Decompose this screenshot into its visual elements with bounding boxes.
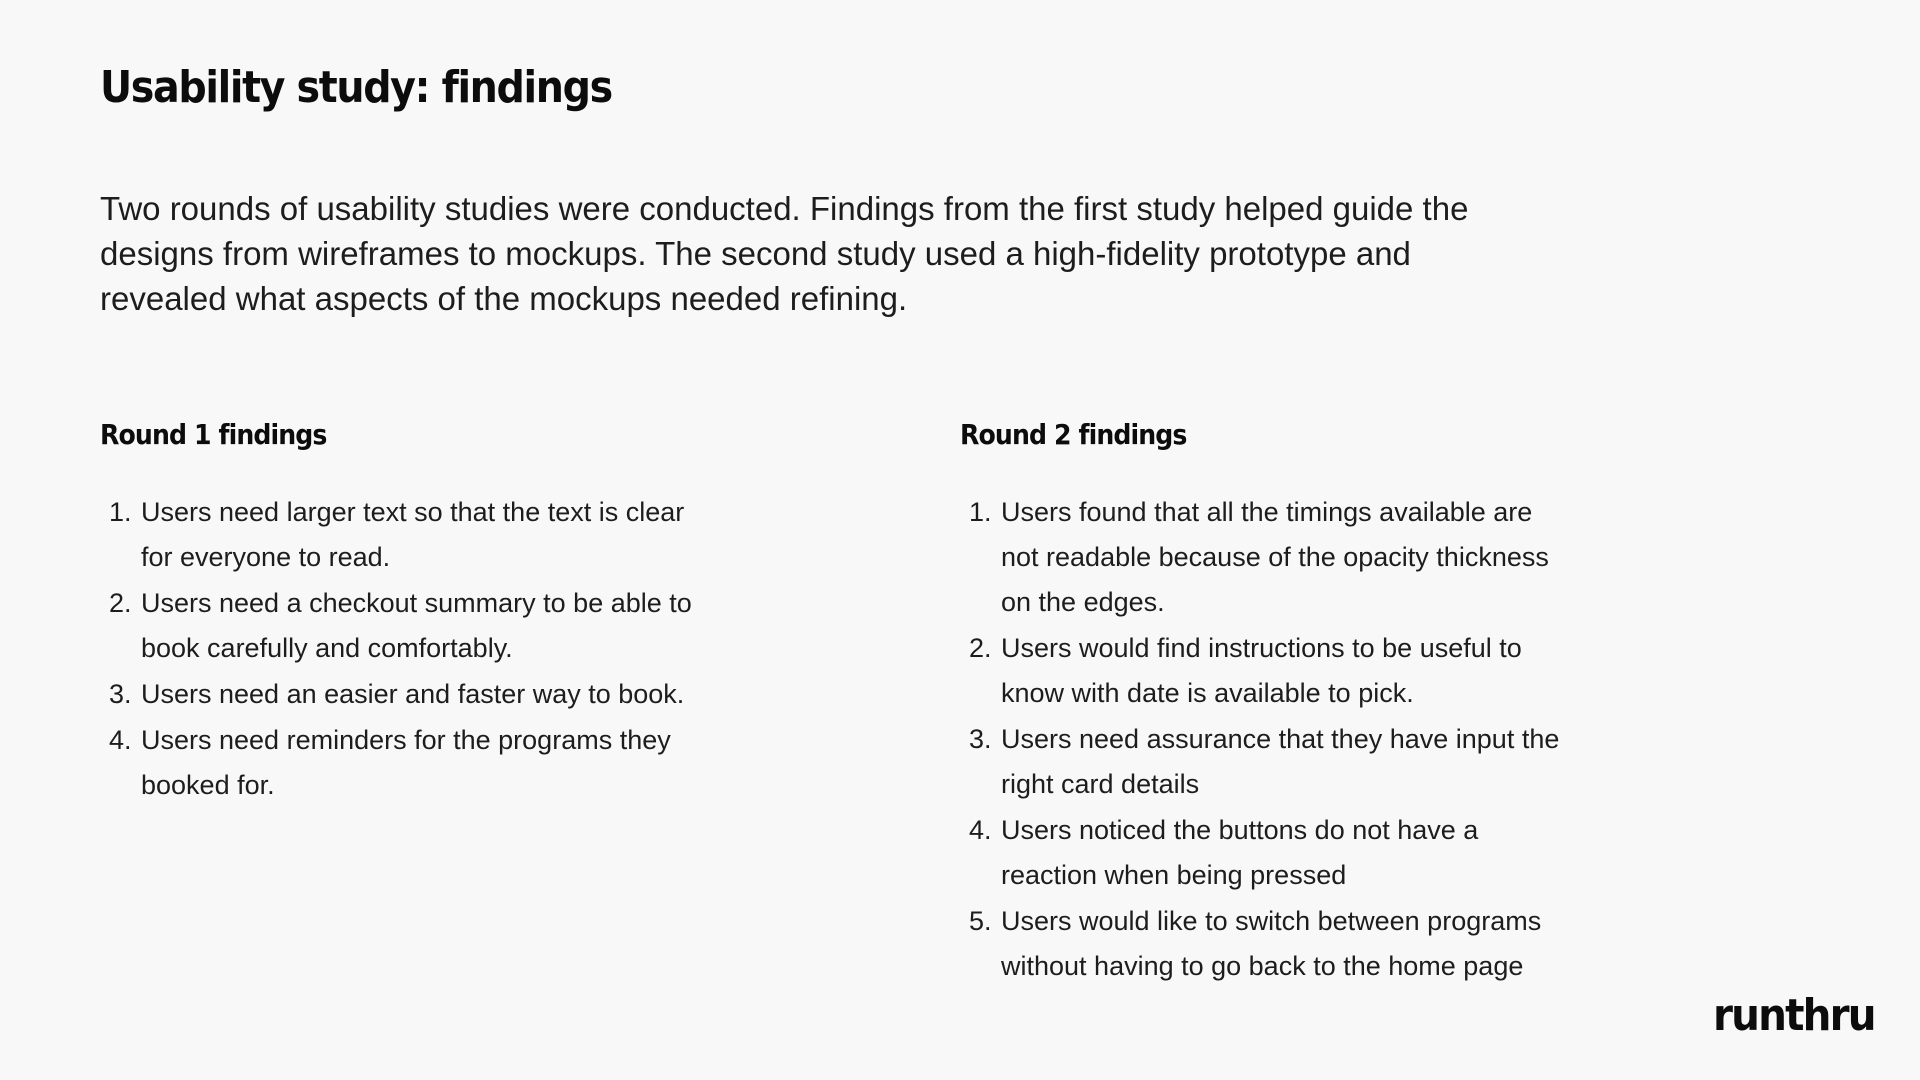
item-number: 4.: [109, 725, 132, 755]
round-1-section: [100, 418, 740, 800]
round-2-list: [960, 490, 1560, 990]
item-number: 1.: [109, 497, 132, 527]
item-text: Users found that all the timings available are not readable because of the opacity thickness on the edges.: [1001, 497, 1549, 617]
item-number: 2.: [109, 588, 132, 618]
item-text: Users need assurance that they have input the right card details: [1001, 724, 1560, 799]
round-2-heading: Round 2 findings: [960, 418, 1187, 451]
item-text: Users need reminders for the programs they booked for.: [141, 725, 671, 800]
item-number: 3.: [109, 679, 132, 709]
round-1-list: [100, 490, 700, 809]
intro-paragraph: Two rounds of usability studies were conducted. Findings from the first study helped guide the designs from wireframes to mockups. The second study used a high-fidelity prototype and revealed what aspects of the mockups needed refining.: [100, 190, 1469, 317]
item-text: Users need an easier and faster way to book.: [141, 679, 685, 709]
round-1-heading: Round 1 findings: [100, 418, 327, 451]
list-item: [960, 626, 1560, 716]
item-text: Users noticed the buttons do not have a reaction when being pressed: [1001, 815, 1479, 890]
item-number: 4.: [969, 815, 992, 845]
page-title: Usability study: findings: [100, 62, 612, 113]
item-text: Users would like to switch between programs without having to go back to the home page: [1001, 906, 1542, 981]
brand-logo: runthru: [1713, 990, 1875, 1041]
item-text: Users need larger text so that the text is clear for everyone to read.: [141, 497, 685, 572]
round-2-section: [960, 418, 1600, 981]
list-item: [960, 490, 1560, 625]
item-number: 3.: [969, 724, 992, 754]
list-item: [100, 672, 700, 717]
item-number: 5.: [969, 906, 992, 936]
item-text: Users would find instructions to be useful to know with date is available to pick.: [1001, 633, 1522, 708]
item-number: 2.: [969, 633, 992, 663]
list-item: [100, 718, 700, 808]
list-item: [100, 490, 700, 580]
list-item: [100, 581, 700, 671]
list-item: [960, 808, 1560, 898]
item-text: Users need a checkout summary to be able to book carefully and comfortably.: [141, 588, 692, 663]
item-number: 1.: [969, 497, 992, 527]
list-item: [960, 717, 1560, 807]
list-item: [960, 899, 1560, 989]
